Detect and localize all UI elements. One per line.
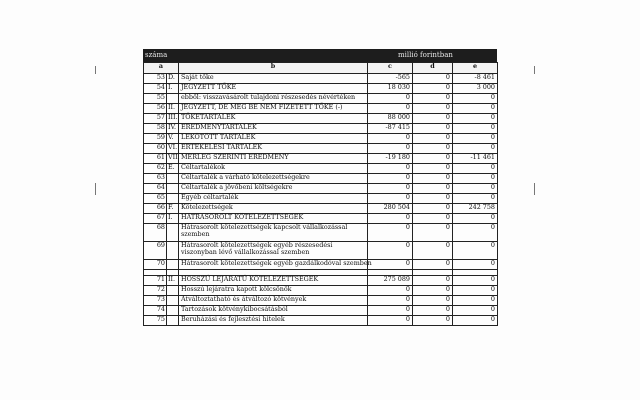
table-row <box>144 74 498 84</box>
value-e: -8 461 <box>453 74 498 84</box>
row-label: LEKÖTÖTT TARTALÉK <box>179 134 368 144</box>
row-label: HÁTRASOROLT KÖTELEZETTSÉGEK <box>179 214 368 224</box>
table-row <box>144 286 498 296</box>
row-code: II. <box>167 276 179 286</box>
row-label: JEGYZETT TŐKE <box>179 84 368 94</box>
header-right-label: millió forintban <box>398 51 453 59</box>
row-label: ebből: visszavásárolt tulajdoni részesedés névértéken <box>179 94 368 104</box>
table-row <box>144 224 498 242</box>
value-d: 0 <box>413 260 453 270</box>
row-number: 75 <box>144 316 167 326</box>
row-code <box>167 296 179 306</box>
row-label: Céltartalék a jövőbeni költségekre <box>179 184 368 194</box>
table-row <box>144 306 498 316</box>
value-e: 0 <box>453 104 498 114</box>
value-c: 0 <box>368 286 413 296</box>
row-label: Egyéb céltartalék <box>179 194 368 204</box>
row-number: 70 <box>144 260 167 270</box>
row-label: EREDMÉNYTARTALÉK <box>179 124 368 134</box>
table-row <box>144 296 498 306</box>
row-label: TŐKETARTALÉK <box>179 114 368 124</box>
value-e: 0 <box>453 316 498 326</box>
row-number: 58 <box>144 124 167 134</box>
row-label: Hátrasorolt kötelezettségek egyéb részesedési viszonyban lévő vállalkozással szemben <box>179 242 368 260</box>
row-label: Kötelezettségek <box>179 204 368 214</box>
row-number: 60 <box>144 144 167 154</box>
row-code: D. <box>167 74 179 84</box>
value-c: -565 <box>368 74 413 84</box>
value-d: 0 <box>413 194 453 204</box>
row-code: I. <box>167 214 179 224</box>
row-number: 59 <box>144 134 167 144</box>
table-row <box>144 154 498 164</box>
table-row <box>144 194 498 204</box>
row-code: E. <box>167 164 179 174</box>
value-d: 0 <box>413 74 453 84</box>
row-number: 68 <box>144 224 167 242</box>
row-label: Beruházási és fejlesztési hitelek <box>179 316 368 326</box>
row-code <box>167 316 179 326</box>
row-label: Céltartalék a várható kötelezettségekre <box>179 174 368 184</box>
value-e: 0 <box>453 114 498 124</box>
value-d: 0 <box>413 296 453 306</box>
value-e: 0 <box>453 296 498 306</box>
row-number: 67 <box>144 214 167 224</box>
value-c: 0 <box>368 104 413 114</box>
row-code: I. <box>167 84 179 94</box>
value-e: 0 <box>453 242 498 260</box>
row-code: IV. <box>167 124 179 134</box>
value-e: 0 <box>453 124 498 134</box>
table-header-bar <box>143 49 497 62</box>
row-label: Hátrasorolt kötelezettségek kapcsolt vállalkozással szemben <box>179 224 368 242</box>
value-d: 0 <box>413 84 453 94</box>
table-row <box>144 276 498 286</box>
row-number: 53 <box>144 74 167 84</box>
row-code <box>167 306 179 316</box>
row-label: Saját tőke <box>179 74 368 84</box>
value-c: 0 <box>368 194 413 204</box>
value-d: 0 <box>413 114 453 124</box>
column-header-b: b <box>179 63 368 74</box>
value-e: 0 <box>453 164 498 174</box>
value-d: 0 <box>413 204 453 214</box>
row-label: Céltartalékok <box>179 164 368 174</box>
row-code <box>167 286 179 296</box>
row-number: 64 <box>144 184 167 194</box>
column-header-e: e <box>453 63 498 74</box>
table-row <box>144 316 498 326</box>
value-d: 0 <box>413 242 453 260</box>
value-c: 0 <box>368 306 413 316</box>
value-c: 0 <box>368 94 413 104</box>
value-c: 0 <box>368 184 413 194</box>
column-header-d: d <box>413 63 453 74</box>
row-code: III. <box>167 114 179 124</box>
value-e: 0 <box>453 224 498 242</box>
table-row <box>144 84 498 94</box>
row-code <box>167 94 179 104</box>
value-d: 0 <box>413 276 453 286</box>
value-d: 0 <box>413 316 453 326</box>
value-c: 0 <box>368 316 413 326</box>
value-c: 0 <box>368 260 413 270</box>
value-c: 275 089 <box>368 276 413 286</box>
value-c: -19 180 <box>368 154 413 164</box>
value-e: 242 758 <box>453 204 498 214</box>
row-number: 63 <box>144 174 167 184</box>
row-code <box>167 174 179 184</box>
value-e: 0 <box>453 276 498 286</box>
scan-margin-mark <box>534 66 535 74</box>
value-e: 0 <box>453 94 498 104</box>
scan-margin-mark <box>95 66 96 74</box>
column-header-row <box>144 63 498 74</box>
row-code: VI. <box>167 144 179 154</box>
row-number: 55 <box>144 94 167 104</box>
row-number: 54 <box>144 84 167 94</box>
row-label: ÉRTÉKELÉSI TARTALÉK <box>179 144 368 154</box>
balance-sheet-table <box>143 62 498 326</box>
column-header-a: a <box>144 63 179 74</box>
value-c: -87 415 <box>368 124 413 134</box>
value-d: 0 <box>413 104 453 114</box>
row-number: 57 <box>144 114 167 124</box>
value-e: 0 <box>453 184 498 194</box>
column-header-c: c <box>368 63 413 74</box>
table-row <box>144 134 498 144</box>
row-code <box>167 184 179 194</box>
value-d: 0 <box>413 286 453 296</box>
row-label: JEGYZETT, DE MÉG BE NEM FIZETETT TŐKE (-) <box>179 104 368 114</box>
value-d: 0 <box>413 214 453 224</box>
row-number: 73 <box>144 296 167 306</box>
value-e: 0 <box>453 134 498 144</box>
value-c: 0 <box>368 214 413 224</box>
table-row <box>144 94 498 104</box>
value-d: 0 <box>413 174 453 184</box>
value-c: 18 030 <box>368 84 413 94</box>
value-e: -11 461 <box>453 154 498 164</box>
header-left-label: száma <box>145 51 168 59</box>
row-number: 74 <box>144 306 167 316</box>
value-e: 0 <box>453 286 498 296</box>
value-e: 0 <box>453 194 498 204</box>
table-row <box>144 184 498 194</box>
row-label: Átváltoztatható és átváltozó kötvények <box>179 296 368 306</box>
value-c: 88 000 <box>368 114 413 124</box>
value-e: 0 <box>453 144 498 154</box>
row-label: MÉRLEG SZERINTI EREDMÉNY <box>179 154 368 164</box>
value-e: 0 <box>453 260 498 270</box>
value-d: 0 <box>413 184 453 194</box>
value-c: 0 <box>368 174 413 184</box>
table-row <box>144 124 498 134</box>
value-c: 0 <box>368 224 413 242</box>
value-d: 0 <box>413 134 453 144</box>
value-d: 0 <box>413 124 453 134</box>
row-label: Hátrasorolt kötelezettségek egyéb gazdálkodóval szemben <box>179 260 368 270</box>
row-number: 72 <box>144 286 167 296</box>
row-code <box>167 260 179 270</box>
value-d: 0 <box>413 164 453 174</box>
row-number: 66 <box>144 204 167 214</box>
row-number: 61 <box>144 154 167 164</box>
value-c: 280 504 <box>368 204 413 214</box>
value-c: 0 <box>368 144 413 154</box>
row-label: Hosszú lejáratra kapott kölcsönök <box>179 286 368 296</box>
table-row <box>144 242 498 260</box>
table-row <box>144 104 498 114</box>
row-code <box>167 224 179 242</box>
table-row <box>144 114 498 124</box>
value-c: 0 <box>368 134 413 144</box>
row-label: HOSSZÚ LEJÁRATÚ KÖTELEZETTSÉGEK <box>179 276 368 286</box>
value-c: 0 <box>368 164 413 174</box>
row-code <box>167 194 179 204</box>
scan-margin-mark <box>534 183 535 195</box>
table-row <box>144 144 498 154</box>
value-c: 0 <box>368 242 413 260</box>
row-label: Tartozások kötvénykibocsátásból <box>179 306 368 316</box>
value-d: 0 <box>413 94 453 104</box>
row-number: 62 <box>144 164 167 174</box>
value-c: 0 <box>368 296 413 306</box>
value-d: 0 <box>413 306 453 316</box>
row-number: 69 <box>144 242 167 260</box>
row-code: V. <box>167 134 179 144</box>
value-d: 0 <box>413 144 453 154</box>
table-row <box>144 260 498 270</box>
value-e: 0 <box>453 174 498 184</box>
value-e: 0 <box>453 306 498 316</box>
value-e: 3 000 <box>453 84 498 94</box>
row-code: F. <box>167 204 179 214</box>
row-code <box>167 242 179 260</box>
table-row <box>144 214 498 224</box>
table-row <box>144 164 498 174</box>
value-d: 0 <box>413 224 453 242</box>
value-e: 0 <box>453 214 498 224</box>
row-number: 56 <box>144 104 167 114</box>
row-code: II. <box>167 104 179 114</box>
value-d: 0 <box>413 154 453 164</box>
row-number: 71 <box>144 276 167 286</box>
table-row <box>144 174 498 184</box>
row-code: VII. <box>167 154 179 164</box>
row-number: 65 <box>144 194 167 204</box>
table-row <box>144 204 498 214</box>
scan-margin-mark <box>95 183 96 195</box>
